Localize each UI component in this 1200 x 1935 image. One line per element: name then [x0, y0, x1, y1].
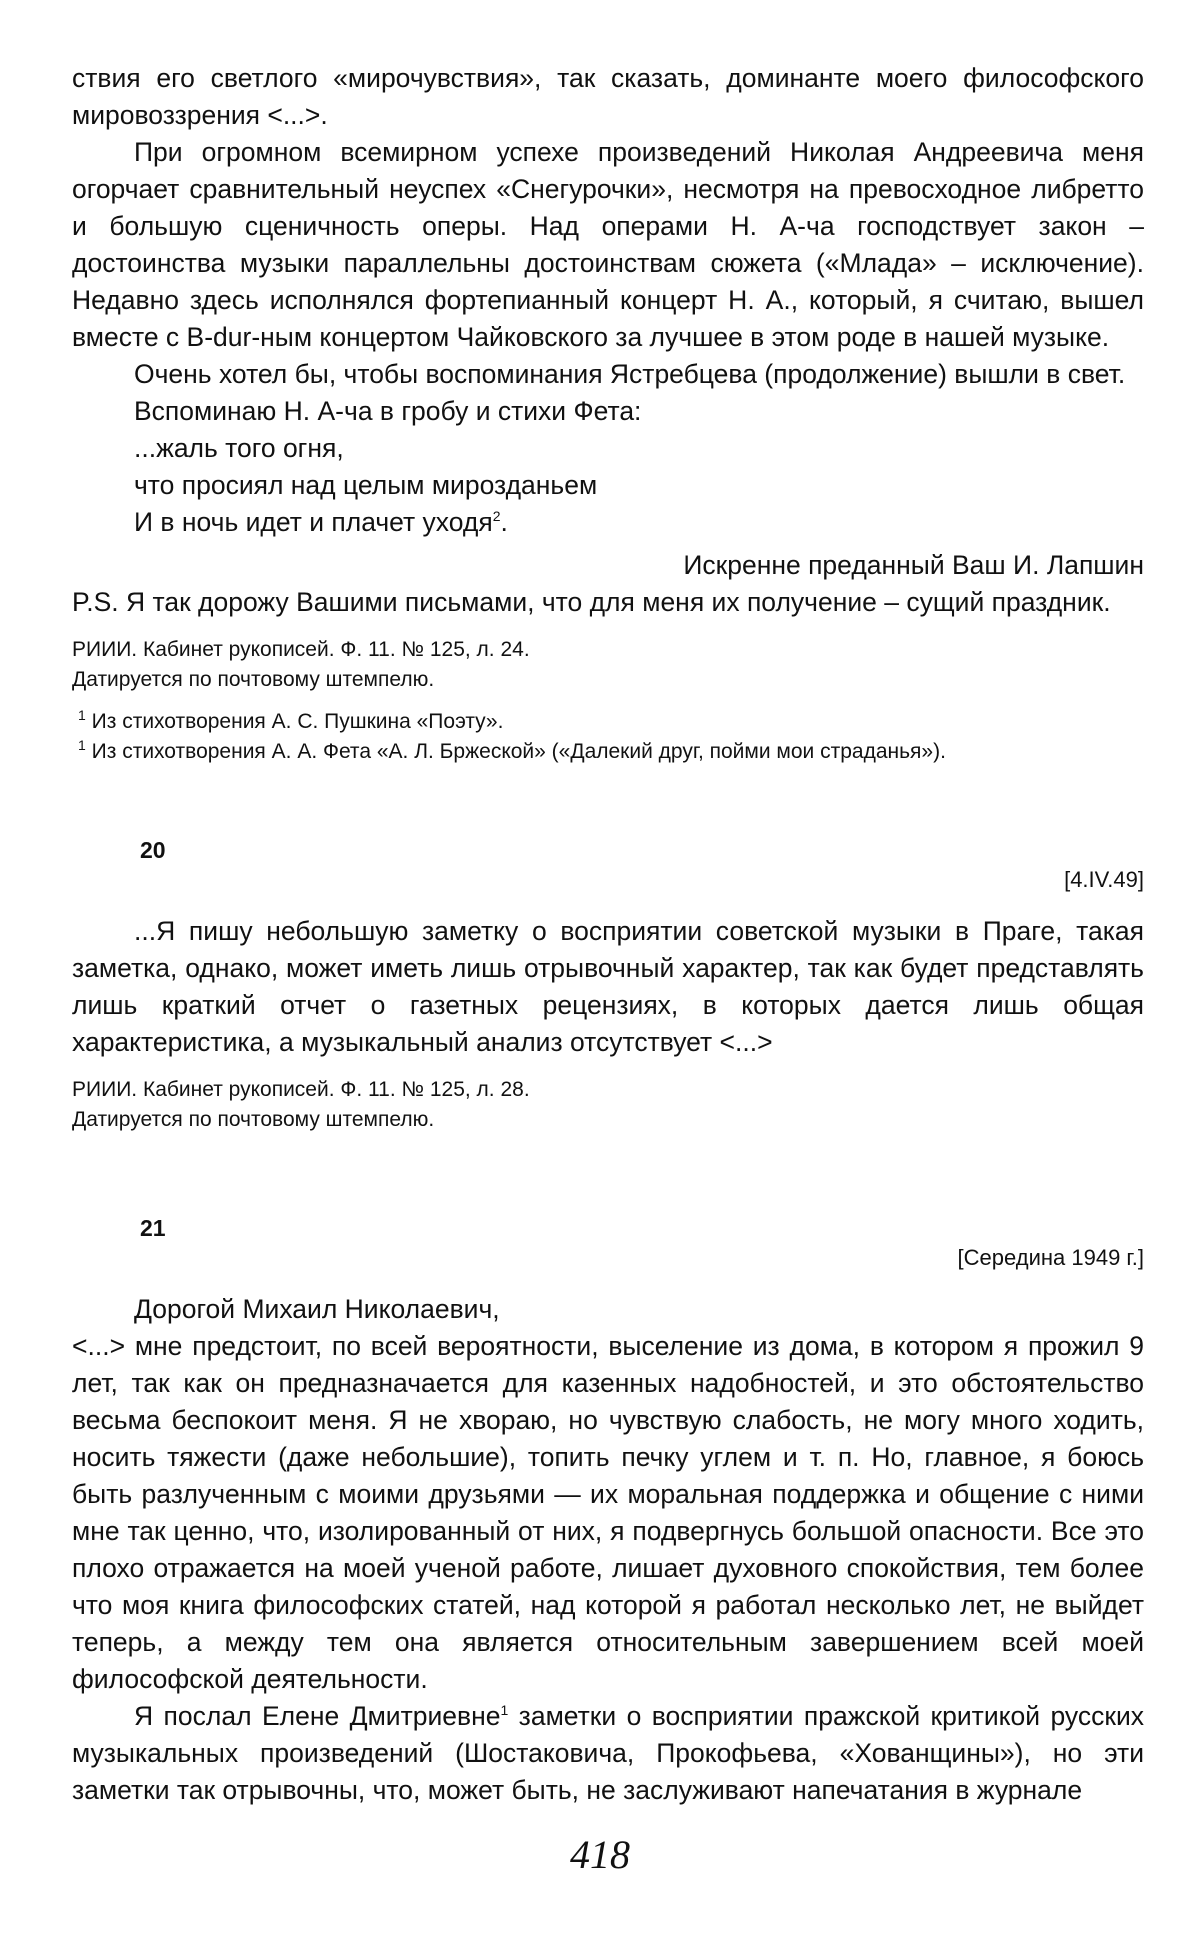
footnote [72, 707, 1144, 737]
paragraph: Очень хотел бы, чтобы воспоминания Ястребцева (продолжение) вышли в свет. [134, 359, 1126, 389]
letter-date: [Середина 1949 г.] [957, 1245, 1144, 1270]
paragraph: При огромном всемирном успехе произведений Николая Андреевича меня огорчает сравнительный неуспех «Снегурочки», несмотря на превосходное либретто и большую сценичность оперы. Над операми Н. А-ча господствует закон – достоинства музыки параллельны достоинствам сюжета («Млада» – исключение). Недавно здесь исполнялся фортепианный концерт Н. А., который, я считаю, вышел вместе с B-dur-ным концертом Чайковского за лучшее в этом роде в нашей музыке. [72, 137, 1144, 352]
paragraph-text: Я послал Елене Дмитриевне [134, 1701, 501, 1731]
letter-19-end [72, 60, 1144, 767]
poem-line: ...жаль того огня, [134, 433, 344, 463]
footnote-mark: 1 [78, 737, 86, 753]
paragraph-text: заметки о восприятии пражской критикой русских музыкальных произведений (Шостаковича, Прокофьева, «Хованщины»), но эти заметки так отрывочны, что, может быть, не заслуживают напечатания в журнале [72, 1701, 1145, 1805]
letter-date: [4.IV.49] [1064, 867, 1144, 892]
paragraph: <...> мне предстоит, по всей вероятности, выселение из дома, в котором я прожил 9 лет, так как он предназначается для казенных надобностей, и это обстоятельство весьма беспокоит меня. Я не хвораю, но чувствую слабость, не могу много ходить, носить тяжести (даже небольшие), топить печку углем и т. п. Но, главное, я боюсь быть разлученным с моими друзьями — их моральная поддержка и общение с ними мне так ценно, что, изолированный от них, я подвергнусь большой опасности. Все это плохо отражается на моей ученой работе, лишает духовного спокойствия, тем более что моя книга философских статей, над которой я работал несколько лет, не выйдет теперь, а между тем она является относительным завершением всей моей философской деятельности. [72, 1331, 1144, 1694]
poem-line: что просиял над целым мирозданьем [134, 470, 598, 500]
poem-line [72, 504, 1144, 541]
paragraph [72, 1698, 1144, 1809]
page-body [72, 60, 1144, 1809]
footnote-mark: 1 [500, 1702, 509, 1719]
letter-number: 20 [140, 837, 166, 863]
paragraph: Вспоминаю Н. А-ча в гробу и стихи Фета: [134, 396, 642, 426]
letter-number: 21 [140, 1215, 166, 1241]
letter-21 [72, 1213, 1144, 1809]
footnote [72, 737, 1144, 767]
archive-source: РИИИ. Кабинет рукописей. Ф. 11. № 125, л. 28. [72, 1078, 530, 1101]
footnote-text: Из стихотворения А. А. Фета «А. Л. Бржеской» («Далекий друг, пойми мои страданья»). [91, 740, 946, 763]
letter-20 [72, 835, 1144, 1135]
poem-line-text: И в ночь идет и плачет уходя [134, 507, 493, 537]
signature: Искренне преданный Ваш И. Лапшин [683, 550, 1144, 580]
salutation: Дорогой Михаил Николаевич, [134, 1294, 500, 1324]
paragraph: ствия его светлого «мирочувствия», так сказать, доминанте моего философского мировоззрения <...>. [72, 63, 1144, 130]
archive-source: РИИИ. Кабинет рукописей. Ф. 11. № 125, л. 24. [72, 638, 530, 661]
page-number: 418 [570, 1832, 630, 1877]
footnote-mark: 2 [492, 508, 501, 525]
poem-line-end: . [500, 507, 508, 537]
dating-note: Датируется по почтовому штемпелю. [72, 1108, 435, 1131]
footnote-text: Из стихотворения А. С. Пушкина «Поэту». [91, 710, 504, 733]
paragraph: ...Я пишу небольшую заметку о восприятии советской музыки в Праге, такая заметка, однако, может иметь лишь отрывочный характер, так как будет представлять лишь краткий отчет о газетных рецензиях, в которых дается лишь общая характеристика, а музыкальный анализ отсутствует <...> [72, 916, 1144, 1057]
footnote-mark: 1 [78, 707, 86, 723]
dating-note: Датируется по почтовому штемпелю. [72, 668, 435, 691]
postscript: P.S. Я так дорожу Вашими письмами, что для меня их получение – сущий праздник. [72, 587, 1111, 617]
